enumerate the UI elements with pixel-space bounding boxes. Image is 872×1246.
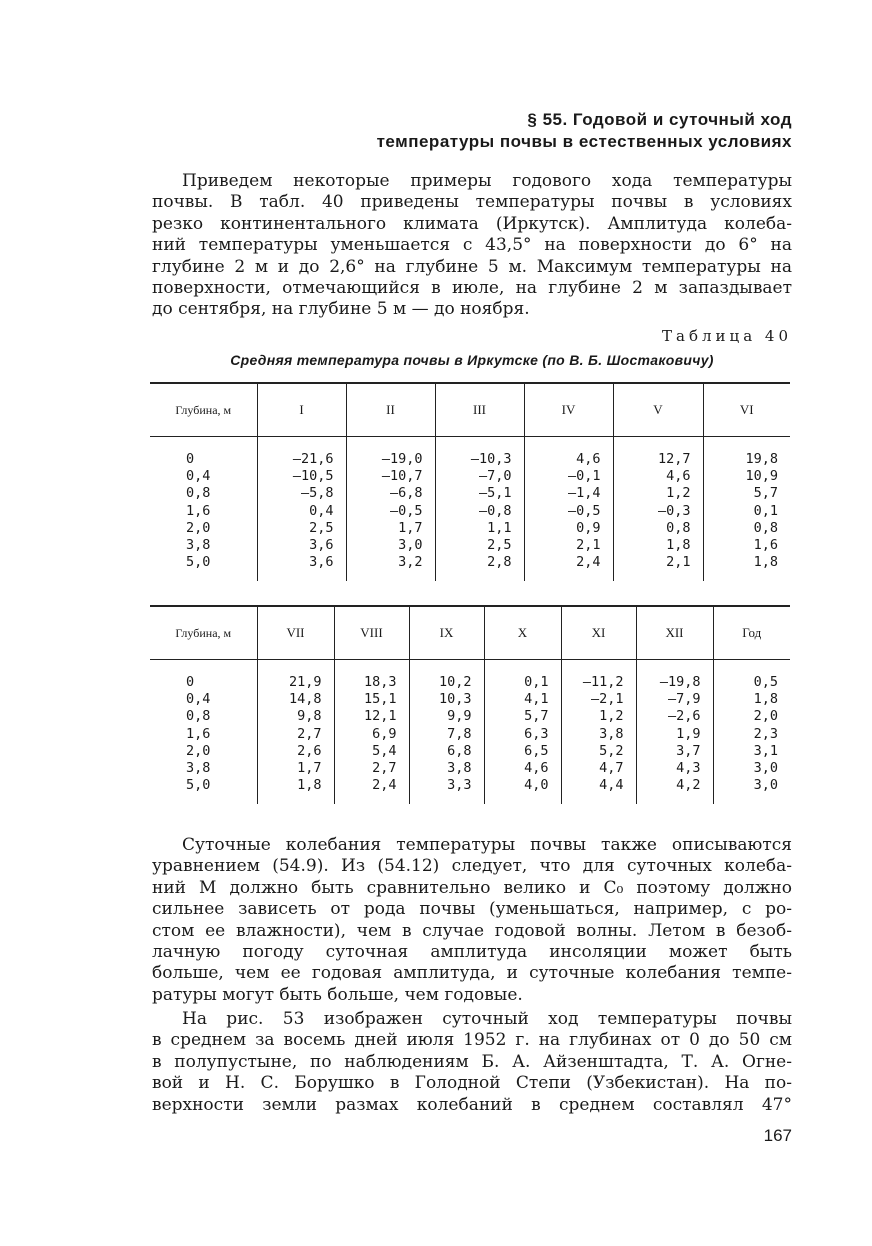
column-header: II [346,383,435,437]
column-header: VI [703,383,790,437]
text-line: Суточные колебания температуры почвы также описываются [182,835,792,855]
section-heading-line-2: температуры почвы в естественных условиях [376,132,792,151]
text-line: верхности земли размах колебаний в среднем составлял 47° [152,1094,792,1115]
daily-variation-paragraph [152,835,792,1006]
column-header: IX [409,606,484,660]
month-column: —21,6 —10,5 —5,8 0,4 2,5 3,6 3,6 [257,437,346,582]
column-header: I [257,383,346,437]
text-line: вой и Н. С. Борушко в Голодной Степи (Узбекистан). На по- [152,1073,792,1094]
column-header: IV [524,383,613,437]
month-column: —10,3 —7,0 —5,1 —0,8 1,1 2,5 2,8 [435,437,524,582]
text-line: до сентября, на глубине 5 м — до ноября. [152,299,530,320]
text-line: уравнением (54.9). Из (54.12) следует, что для суточных колеба- [152,856,792,877]
text-line: сильнее зависеть от рода почвы (уменьшаться, например, с ро- [152,899,792,920]
depth-column-header: Глубина, м [150,606,257,660]
text-line: ратуры могут быть больше, чем годовые. [152,984,523,1005]
table-data-row [150,437,790,582]
depth-column: 0 0,4 0,8 1,6 2,0 3,8 5,0 [186,451,211,571]
column-header: X [484,606,561,660]
text-line: резко континентального климата (Иркутск). Амплитуда колеба- [152,213,792,234]
month-column: —19,0 —10,7 —6,8 —0,5 1,7 3,0 3,2 [346,437,435,582]
table-title: Средняя температура почвы в Иркутске (по В. Б. Шостаковичу) [230,352,714,368]
text-line: глубине 2 м и до 2,6° на глубине 5 м. Максимум температуры на [152,256,792,277]
table-header-row [150,606,790,660]
month-column: 0,1 4,1 5,7 6,3 6,5 4,6 4,0 [484,660,561,805]
column-header: V [613,383,703,437]
text-line: почвы. В табл. 40 приведены температуры почвы в условиях [152,192,792,213]
month-column: —11,2 —2,1 1,2 3,8 5,2 4,7 4,4 [561,660,636,805]
text-line: поверхности, отмечающийся в июле, на глубине 2 м запаздывает [152,278,792,299]
month-column: 19,8 10,9 5,7 0,1 0,8 1,6 1,8 [703,437,790,582]
text-line: больше, чем ее годовая амплитуда, и суточные колебания темпе- [152,963,792,984]
section-heading [377,109,792,153]
annual-column: 0,5 1,8 2,0 2,3 3,1 3,0 3,0 [713,660,790,805]
month-column: 18,3 15,1 12,1 6,9 5,4 2,7 2,4 [334,660,409,805]
text-line: ний температуры уменьшается с 43,5° на поверхности до 6° на [152,235,792,256]
section-heading-line-1: § 55. Годовой и суточный ход [527,110,792,129]
month-column: 12,7 4,6 1,2 —0,3 0,8 1,8 2,1 [613,437,703,582]
intro-paragraph [152,171,792,321]
column-header: VII [257,606,334,660]
text-line: лачную погоду суточная амплитуда инсоляции может быть [152,942,792,963]
column-header: VIII [334,606,409,660]
text-line: в среднем за восемь дней июля 1952 г. на глубинах от 0 до 50 см [152,1030,792,1051]
temperature-table-part-1 [150,382,790,581]
page-number: 167 [763,1126,792,1145]
month-column: 4,6 —0,1 —1,4 —0,5 0,9 2,1 2,4 [524,437,613,582]
table-header-row [150,383,790,437]
text-line: в полупустыне, по наблюдениям Б. А. Айзенштадта, Т. А. Огне- [152,1051,792,1072]
column-header: XII [636,606,713,660]
text-line: ний M должно быть сравнительно велико и C₀ поэтому должно [152,877,792,898]
text-line: Приведем некоторые примеры годового хода температуры [182,171,792,191]
text-line: стом ее влажности), чем в случае годовой волны. Летом в безоб- [152,920,792,941]
temperature-table-part-2 [150,605,790,804]
column-header: III [435,383,524,437]
depth-column: 0 0,4 0,8 1,6 2,0 3,8 5,0 [186,674,211,794]
figure-description-paragraph [152,1009,792,1116]
month-column: —19,8 —7,9 —2,6 1,9 3,7 4,3 4,2 [636,660,713,805]
column-header: Год [713,606,790,660]
table-number: Таблица 40 [662,327,792,345]
month-column: 21,9 14,8 9,8 2,7 2,6 1,7 1,8 [257,660,334,805]
text-line: На рис. 53 изображен суточный ход температуры почвы [182,1009,792,1029]
depth-column-header: Глубина, м [150,383,257,437]
table-data-row [150,660,790,805]
month-column: 10,2 10,3 9,9 7,8 6,8 3,8 3,3 [409,660,484,805]
column-header: XI [561,606,636,660]
